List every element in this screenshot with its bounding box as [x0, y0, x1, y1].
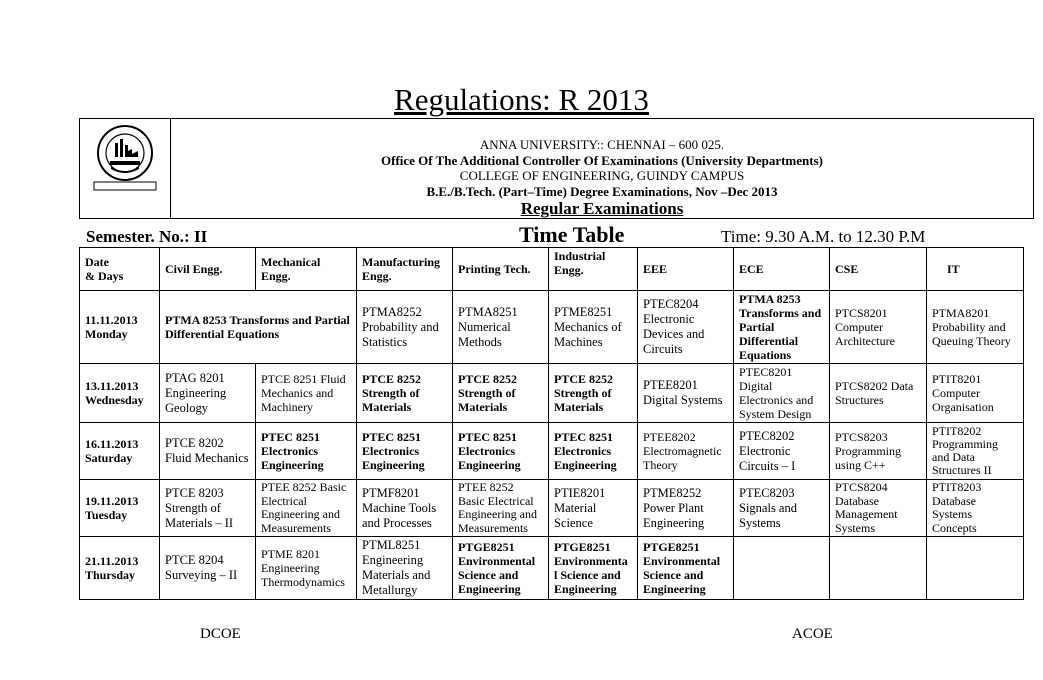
date: 21.11.2013: [85, 554, 139, 568]
subject-cell-ece: PTMA 8253 Transforms and Partial Differential Equations: [734, 291, 830, 364]
col-header-civil: Civil Engg.: [160, 248, 256, 291]
subject-cell-printing: PTCE 8252 Strength of Materials: [453, 364, 549, 423]
subject-cell-printing: PTGE8251 Environmental Science and Engineering: [453, 537, 549, 600]
date: 11.11.2013: [85, 313, 138, 327]
subject-cell-industrial: PTEC 8251 Electronics Engineering: [549, 423, 638, 480]
date-cell: [80, 423, 160, 480]
table-row: [80, 364, 1024, 423]
subject-cell-cse: PTCS8203 Programming using C++: [830, 423, 927, 480]
day: Monday: [85, 327, 128, 341]
subject-cell-printing: PTMA8251 Numerical Methods: [453, 291, 549, 364]
col-header-mechanical: Mechanical Engg.: [256, 248, 357, 291]
subject-cell-civil: PTCE 8203 Strength of Materials – II: [160, 480, 256, 537]
subject-cell-mechanical: PTEC 8251 Electronics Engineering: [256, 423, 357, 480]
date: 13.11.2013: [85, 379, 139, 393]
header-box: [79, 118, 1034, 219]
subject-cell-civil-mechanical: PTMA 8253 Transforms and Partial Differential Equations: [160, 291, 357, 364]
table-row: [80, 480, 1024, 537]
university-line: ANNA UNIVERSITY:: CHENNAI – 600 025.: [479, 137, 725, 152]
subject-cell-manufacturing: PTEC 8251 Electronics Engineering: [357, 423, 453, 480]
subject-cell-civil: PTCE 8204 Surveying – II: [160, 537, 256, 600]
subject-cell-printing: PTEE 8252 Basic Electrical Engineering and Measurements: [453, 480, 549, 537]
subject-cell-industrial: PTCE 8252 Strength of Materials: [549, 364, 638, 423]
date-cell: [80, 480, 160, 537]
subject-cell-eee: PTEE8201 Digital Systems: [638, 364, 734, 423]
subject-cell-printing: PTEC 8251 Electronics Engineering: [453, 423, 549, 480]
subject-cell-manufacturing: PTMF8201 Machine Tools and Processes: [357, 480, 453, 537]
subject-cell-civil: PTCE 8202 Fluid Mechanics: [160, 423, 256, 480]
subject-cell-eee: PTEE8202 Electromagnetic Theory: [638, 423, 734, 480]
day: Saturday: [85, 451, 133, 465]
signature-acoe: ACOE: [792, 626, 833, 642]
subject-cell-ece: [734, 537, 830, 600]
day: Wednesday: [85, 393, 144, 407]
degree-line: B.E./B.Tech. (Part–Time) Degree Examinations, Nov –Dec 2013: [426, 183, 778, 199]
exam-time: Time: 9.30 A.M. to 12.30 P.M: [721, 227, 926, 246]
timetable-title: Time Table: [519, 222, 625, 247]
subject-cell-cse: PTCS8201 Computer Architecture: [830, 291, 927, 364]
subject-cell-cse: PTCS8202 Data Structures: [830, 364, 927, 423]
col-header-cse: CSE: [830, 248, 927, 291]
subject-cell-ece: PTEC8201 Digital Electronics and System Design: [734, 364, 830, 423]
subject-cell-it: PTIT8201 Computer Organisation: [927, 364, 1024, 423]
semester-label: Semester. No.: II: [86, 227, 208, 246]
anna-university-logo-icon: [88, 123, 162, 193]
subject-cell-mechanical: PTME 8201 Engineering Thermodynamics: [256, 537, 357, 600]
exam-type: Regular Examinations: [520, 199, 684, 218]
subject-cell-eee: PTGE8251 Environmental Science and Engineering: [638, 537, 734, 600]
col-header-industrial: Industrial Engg.: [549, 248, 638, 291]
subject-cell-manufacturing: PTML8251 Engineering Materials and Metallurgy: [357, 537, 453, 600]
subject-cell-eee: PTEC8204 Electronic Devices and Circuits: [638, 291, 734, 364]
date-cell: [80, 291, 160, 364]
table-row: [80, 423, 1024, 480]
subject-cell-cse: PTCS8204 Database Management Systems: [830, 480, 927, 537]
subject-cell-industrial: PTME8251 Mechanics of Machines: [549, 291, 638, 364]
col-header-date: Date & Days: [80, 248, 160, 291]
logo-cell: [80, 119, 171, 218]
subject-cell-it: PTIT8203 Database Systems Concepts: [927, 480, 1024, 537]
header-row: [80, 248, 1024, 291]
date-cell: [80, 364, 160, 423]
subject-cell-industrial: PTIE8201 Material Science: [549, 480, 638, 537]
subject-cell-eee: PTME8252 Power Plant Engineering: [638, 480, 734, 537]
subject-cell-cse: [830, 537, 927, 600]
date-cell: [80, 537, 160, 600]
office-line: Office Of The Additional Controller Of Examinations (University Departments): [381, 152, 823, 168]
table-row: [80, 537, 1024, 600]
subject-cell-it: PTMA8201 Probability and Queuing Theory: [927, 291, 1024, 364]
date: 19.11.2013: [85, 494, 139, 508]
col-header-ece: ECE: [734, 248, 830, 291]
col-header-eee: EEE: [638, 248, 734, 291]
day: Tuesday: [85, 508, 128, 522]
college-line: COLLEGE OF ENGINEERING, GUINDY CAMPUS: [459, 168, 745, 183]
subject-cell-civil: PTAG 8201 Engineering Geology: [160, 364, 256, 423]
date: 16.11.2013: [85, 437, 139, 451]
subject-cell-industrial: PTGE8251 Environmenta l Science and Engineering: [549, 537, 638, 600]
subject-cell-mechanical: PTCE 8251 Fluid Mechanics and Machinery: [256, 364, 357, 423]
subject-cell-it: [927, 537, 1024, 600]
subject-cell-ece: PTEC8203 Signals and Systems: [734, 480, 830, 537]
col-header-it: IT: [927, 248, 1024, 291]
subject-cell-it: PTIT8202 Programming and Data Structures II: [927, 423, 1024, 480]
subject-cell-mechanical: PTEE 8252 Basic Electrical Engineering and Measurements: [256, 480, 357, 537]
col-header-manufacturing: Manufacturing Engg.: [357, 248, 453, 291]
subject-cell-manufacturing: PTMA8252 Probability and Statistics: [357, 291, 453, 364]
subject-cell-ece: PTEC8202 Electronic Circuits – I: [734, 423, 830, 480]
exam-timetable: [79, 247, 1024, 600]
table-row: [80, 291, 1024, 364]
subject-cell-manufacturing: PTCE 8252 Strength of Materials: [357, 364, 453, 423]
col-header-printing: Printing Tech.: [453, 248, 549, 291]
page-title: Regulations: R 2013: [394, 82, 649, 117]
day: Thursday: [85, 568, 136, 582]
signature-dcoe: DCOE: [200, 626, 241, 642]
header-text: [171, 119, 1033, 218]
